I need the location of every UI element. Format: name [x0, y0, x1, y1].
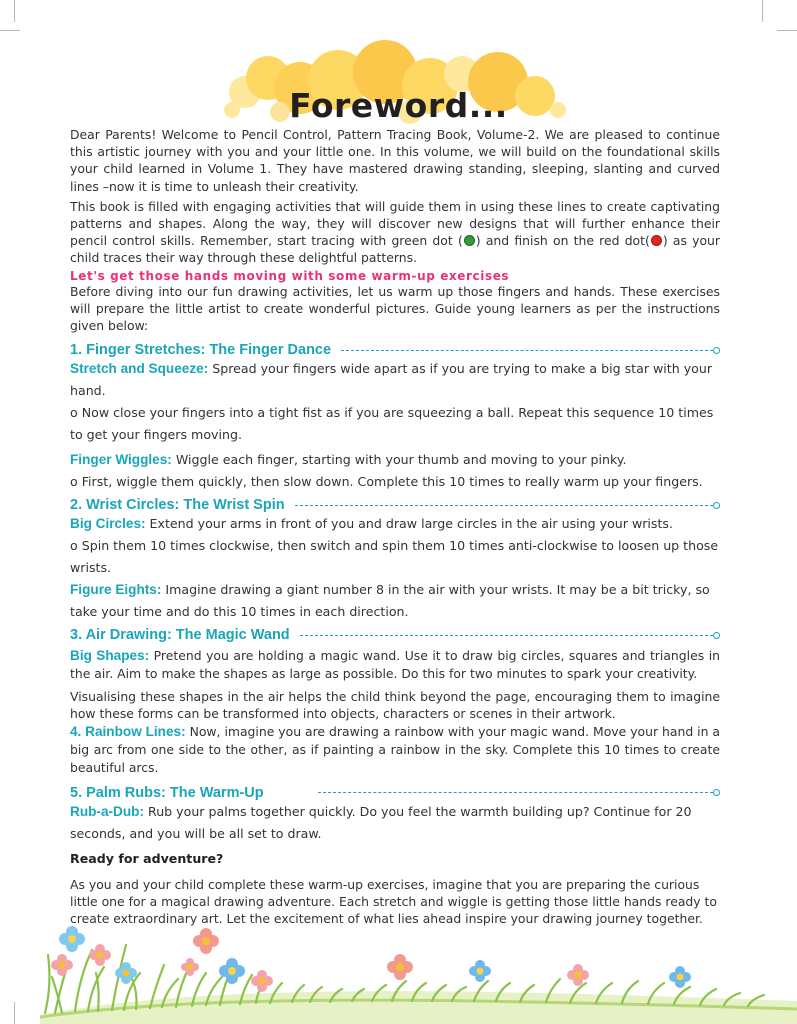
flower-meadow-decoration: [0, 915, 797, 1024]
section-2-title: 2. Wrist Circles: The Wrist Spin: [70, 497, 285, 514]
red-dot-icon: [651, 235, 662, 246]
section-3-title: 3. Air Drawing: The Magic Wand: [70, 627, 290, 644]
warmup-heading: Let's get those hands moving with some warm-up exercises: [70, 268, 510, 283]
green-dot-icon: [464, 235, 475, 246]
section-1-title: 1. Finger Stretches: The Finger Dance: [70, 342, 332, 359]
section-2-dash-line: [295, 505, 713, 506]
intro-p2-part-b: ) and finish on the red dot(: [475, 233, 650, 249]
foreword-content: [70, 126, 720, 927]
warmup-text: Before diving into our fun drawing activities, let us warm up those fingers and hands. These exercises will prepare the little artist to create wonderful pictures. Guide young learners as per the instructions given below:: [70, 283, 720, 334]
big-circles-text: Extend your arms in front of you and draw large circles in the air using your wrists.: [145, 516, 673, 532]
section-3-header: [70, 627, 720, 643]
ready-heading: Ready for adventure?: [70, 850, 224, 866]
ready-text: As you and your child complete these warm-up exercises, imagine that you are preparing the curious little one for a magical drawing adventure. Each stretch and wiggle is getting those little hands ready to create extraordinary art. Let the excitement of what lies ahead inspire your drawing journey together.: [70, 876, 717, 927]
rub-a-dub-text: Rub your palms together quickly. Do you feel the warmth building up? Continue for 20 seconds, and you will be all set to draw.: [70, 803, 692, 841]
figure-eights-text: Imagine drawing a giant number 8 in the air with your wrists. It may be a bit tricky, so take your time and do this 10 times in each direction.: [70, 582, 710, 620]
rainbow-lines-text: Now, imagine you are drawing a rainbow with your magic wand. Move your hand in a big arc from one side to the other, as if painting a rainbow in the sky. Complete this 10 times to create beautiful arcs.: [70, 723, 721, 775]
intro-paragraph-2: [70, 198, 720, 267]
finger-wiggles-text: Wiggle each finger, starting with your thumb and moving to your pinky.: [171, 452, 627, 468]
section-5-dash-line: [318, 792, 713, 793]
section-2-header: [70, 497, 720, 513]
intro-p2-part-a: This book is filled with engaging activities that will guide them in using these lines to create captivating patterns and shapes. Along the way, they will discover new designs that will further enhance their pencil control skills. Remember, start tracing with green dot (: [70, 198, 720, 249]
flower-icon: [51, 926, 691, 992]
section-1-header: [70, 342, 720, 358]
figure-eights-entry: [70, 579, 720, 623]
figure-eights-label: Figure Eights:: [70, 582, 162, 598]
stretch-squeeze-entry: [70, 358, 720, 402]
finger-wiggles-label: Finger Wiggles:: [70, 452, 172, 468]
section-1-end-circle: [713, 347, 720, 354]
rainbow-lines-label: 4. Rainbow Lines:: [70, 723, 186, 739]
section-5-end-circle: [713, 789, 720, 796]
intro-paragraph-1: Dear Parents! Welcome to Pencil Control, Pattern Tracing Book, Volume-2. We are pleased to continue this artistic journey with you and your little one. In this volume, we will build on the foundational skills your child learned in Volume 1. They have mastered drawing standing, sleeping, slanting and curved lines –now it is time to unleash their creativity.: [70, 127, 720, 194]
section-5-title: 5. Palm Rubs: The Warm-Up: [70, 784, 264, 801]
big-shapes-text: Pretend you are holding a magic wand. Use it to draw big circles, squares and triangles in the air. Aim to make the shapes as large as possible. Do this for two minutes to spark your creativity.: [70, 648, 720, 682]
page-title: Foreword...: [289, 86, 508, 125]
big-shapes-label: Big Shapes:: [70, 648, 150, 664]
stretch-squeeze-bullet: o Now close your fingers into a tight fist as if you are squeezing a ball. Repeat this sequence 10 times to get your fingers moving.: [70, 405, 714, 443]
finger-wiggles-entry: [70, 449, 720, 471]
intro-p2-part-c: ) as your child traces their way through these delightful patterns.: [70, 233, 721, 266]
big-circles-label: Big Circles:: [70, 516, 146, 532]
rub-a-dub-label: Rub-a-Dub:: [70, 803, 144, 819]
section-3-end-circle: [713, 632, 720, 639]
section-2-end-circle: [713, 502, 720, 509]
rub-a-dub-entry: [70, 801, 720, 845]
big-circles-bullet: o Spin them 10 times clockwise, then switch and spin them 10 times anti-clockwise to loosen up those wrists.: [70, 538, 719, 576]
stretch-squeeze-text: Spread your fingers wide apart as if you are trying to make a big star with your hand.: [70, 361, 713, 399]
section-3-dash-line: [300, 635, 713, 636]
stretch-squeeze-label: Stretch and Squeeze:: [70, 361, 209, 377]
visualising-paragraph: Visualising these shapes in the air helps the child think beyond the page, encouraging them to imagine how these forms can be transformed into objects, characters or scenes in their artwork.: [70, 689, 720, 722]
rainbow-lines-entry: [70, 723, 720, 777]
section-1-dash-line: [341, 350, 713, 351]
section-5-header: [70, 785, 720, 801]
big-circles-entry: [70, 513, 720, 535]
big-shapes-entry: [70, 647, 720, 683]
finger-wiggles-bullet: o First, wiggle them quickly, then slow down. Complete this 10 times to really warm up your fingers.: [70, 474, 703, 490]
